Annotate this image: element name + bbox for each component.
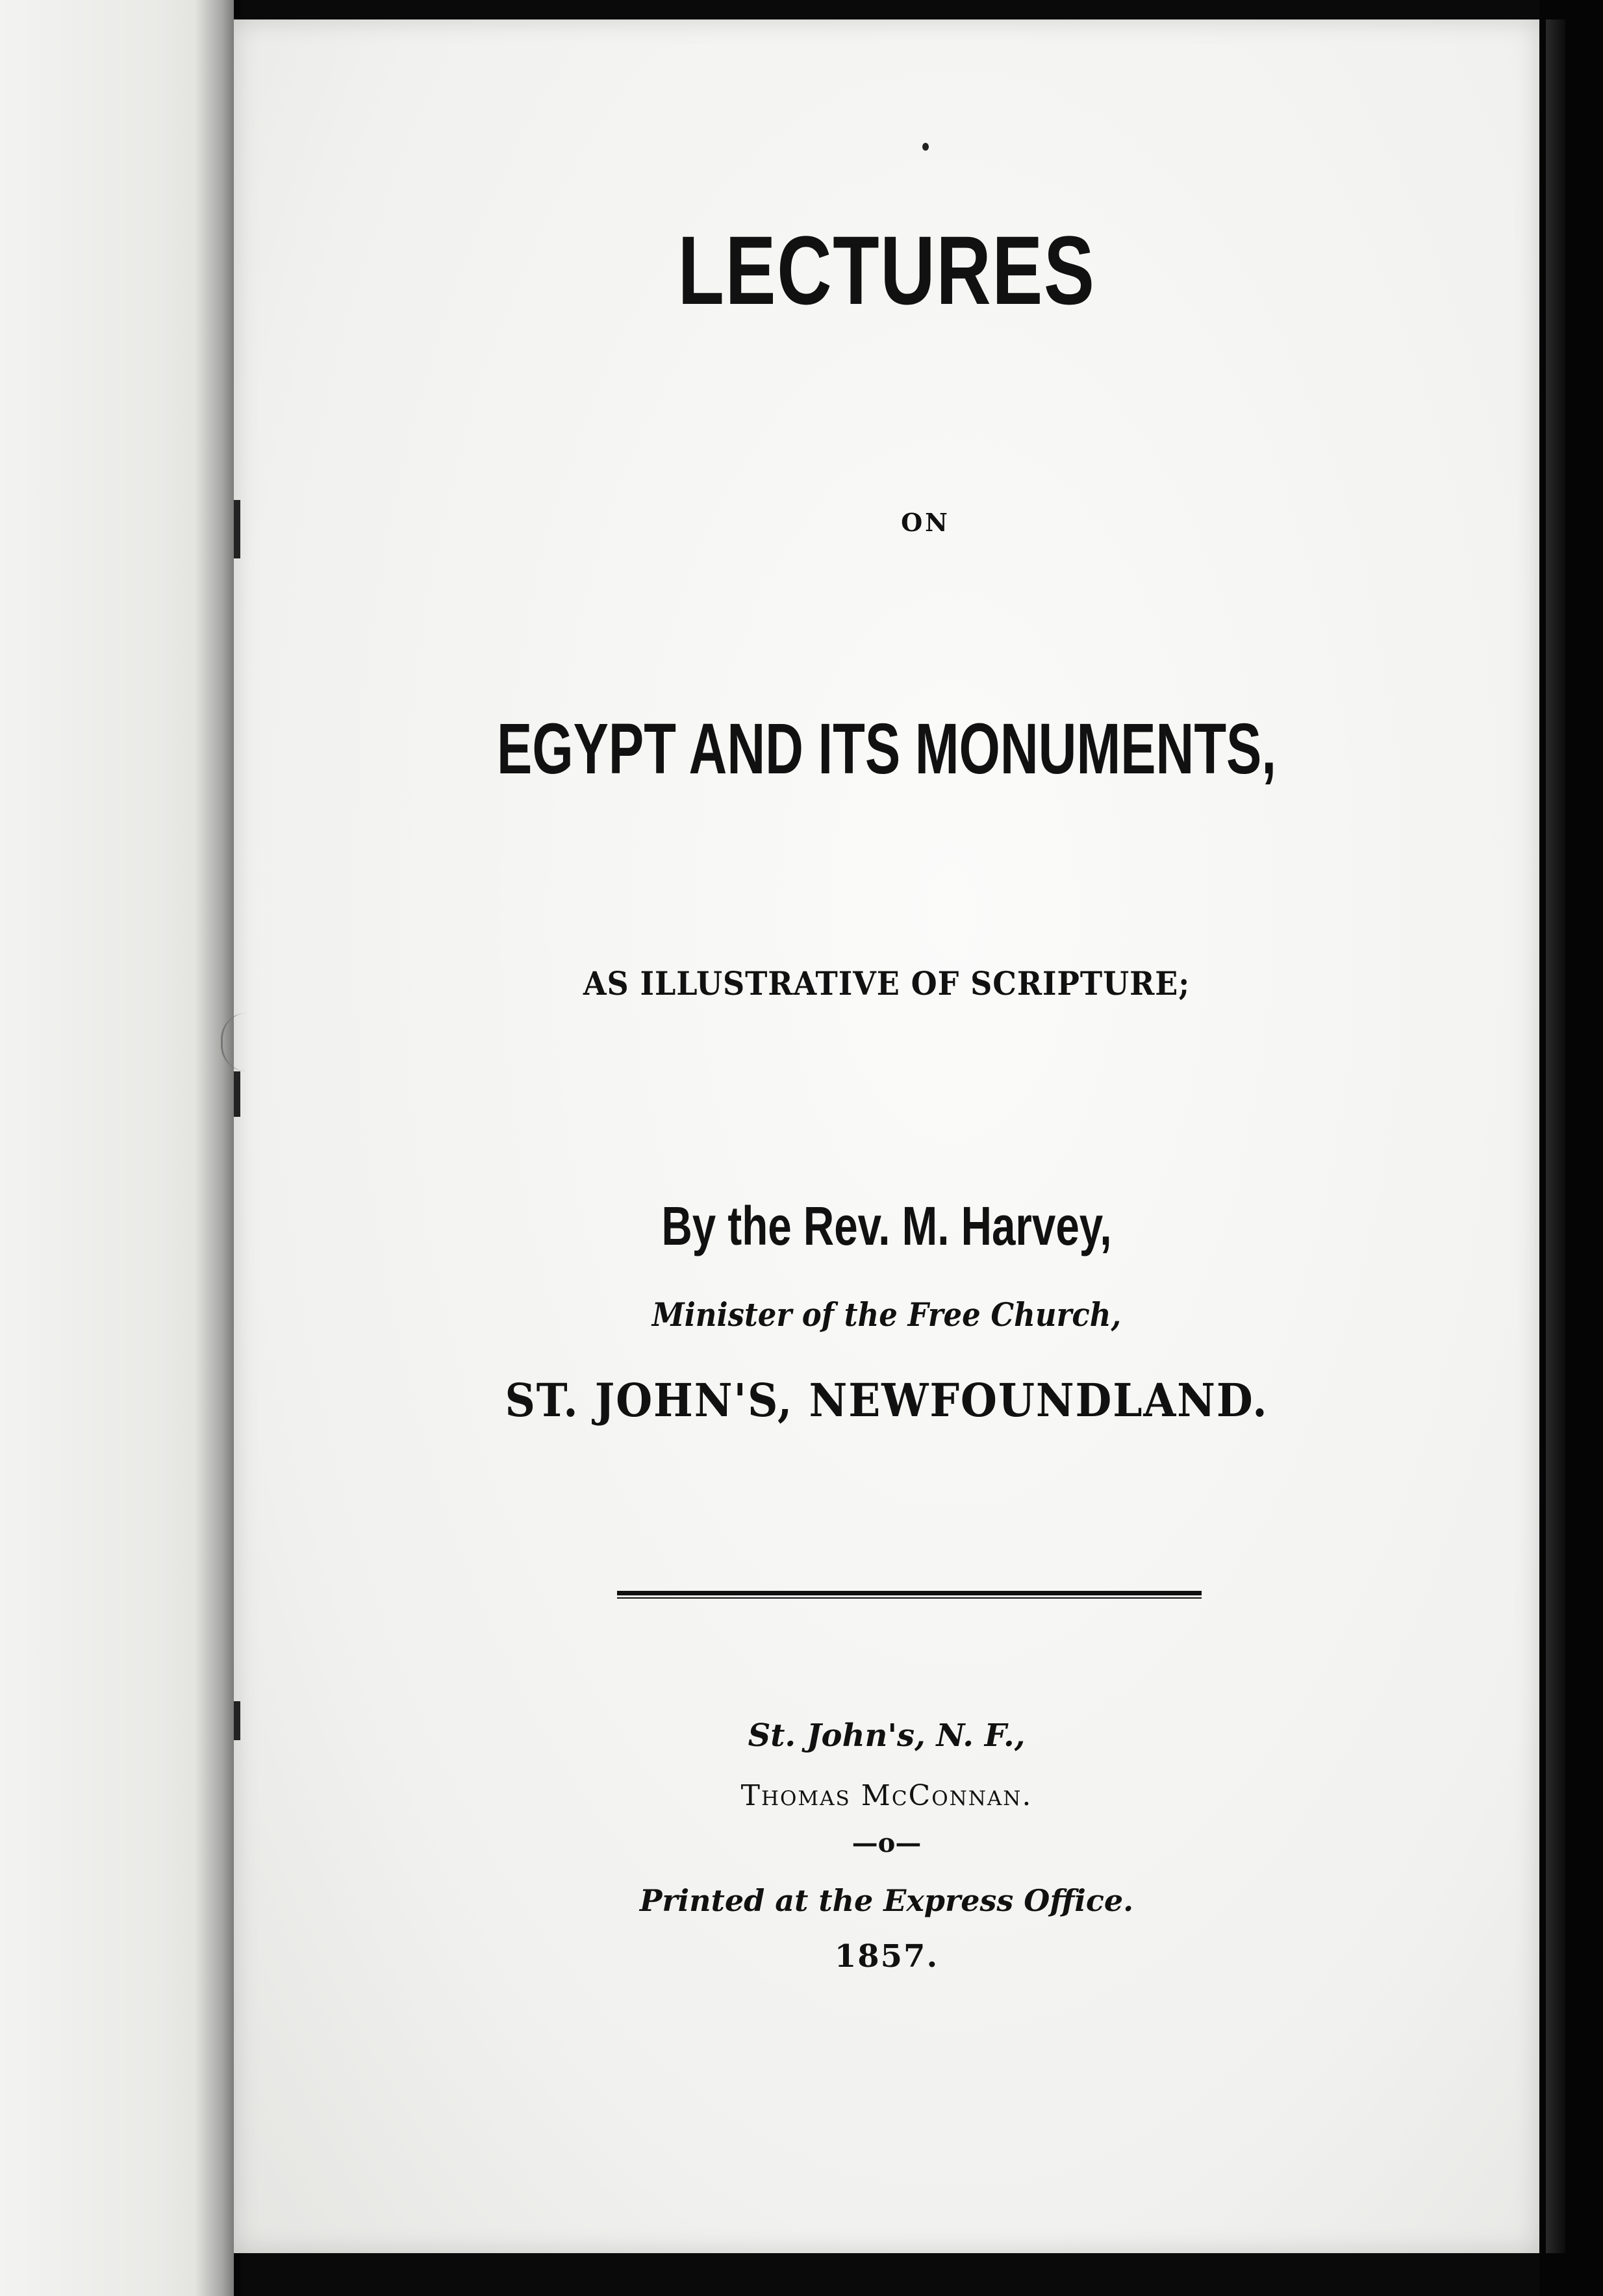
show-through-heading (403, 604, 427, 673)
binding-mark (234, 500, 240, 558)
publisher: Thomas McConnan. (740, 1779, 1033, 1812)
publication-year: 1857. (834, 1938, 939, 1975)
author-line: By the Rev. M. Harvey, (661, 1195, 1112, 1256)
page-title: LECTURES (677, 216, 1096, 325)
binding-thread (221, 1013, 275, 1071)
subject-heading: EGYPT AND ITS MONUMENTS, (497, 709, 1276, 789)
rule-thick (617, 1591, 1202, 1595)
rule-thin (617, 1597, 1202, 1599)
author-place: ST. JOHN'S, NEWFOUNDLAND. (505, 1373, 1269, 1427)
binding-mark (234, 1071, 240, 1117)
author-role: Minister of the Free Church, (651, 1295, 1122, 1334)
double-rule (617, 1591, 1202, 1600)
subtitle: AS ILLUSTRATIVE OF SCRIPTURE; (583, 964, 1191, 1003)
title-connector: ON (901, 508, 950, 537)
imprint-place: St. John's, N. F., (748, 1717, 1026, 1754)
printers-mark (922, 143, 929, 151)
page-edge-shadow (1546, 19, 1565, 2253)
printer-line: Printed at the Express Office. (639, 1883, 1134, 1918)
title-page (234, 19, 1539, 2253)
imprint-divider: —o— (852, 1828, 922, 1858)
